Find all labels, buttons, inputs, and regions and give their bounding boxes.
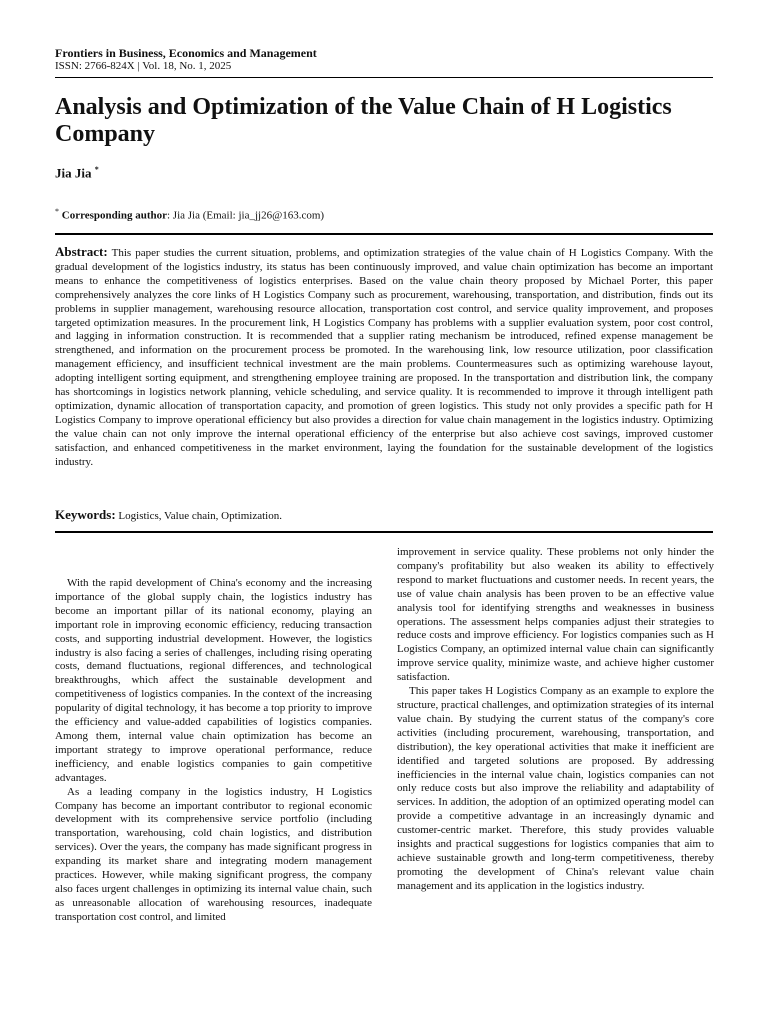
abstract-label: Abstract: xyxy=(55,244,108,259)
keywords-block xyxy=(55,508,282,523)
body-paragraph: This paper takes H Logistics Company as an example to explore the structure, practical challenges, and optimization strategies of its internal value chain. By studying the current status of the company's core activities (including procurement, warehousing, transportation, and distribution), the key operational activities that make it inefficient are identified and targeted solutions are proposed. By addressing inefficiencies in the internal value chain, logistics companies can not only reduce costs but also improve the reliability and adaptability of services. In addition, the adoption of an optimized operating model can provide a competitive advantage in an increasingly dynamic and customer-centric market. Therefore, this study provides valuable insights and practical suggestions for logistics companies that aim to achieve sustainable growth and long-term competitiveness, thereby promoting the development of China's relevant value chain management and its application in the logistics industry. xyxy=(397,685,714,892)
keywords-label: Keywords: xyxy=(55,507,116,522)
journal-name: Frontiers in Business, Economics and Management xyxy=(55,46,317,60)
corresponding-label: Corresponding author xyxy=(61,209,167,222)
header-divider xyxy=(55,77,713,78)
body-paragraph: improvement in service quality. These problems not only hinder the company's profitability but also weaken its ability to effectively respond to market fluctuations and customer needs. In recent years, the use of value chain analysis has been proven to be an effective value analysis tool for identifying strengths and weaknesses in business operations. The assessment helps companies adjust their strategies to reduce costs and improve efficiency. For logistics companies such as H Logistics Company, an optimized internal value chain can significantly improve service quality, minimize waste, and achieve higher customer satisfaction. xyxy=(397,546,714,684)
corresponding-details: : Jia Jia (Email: jia_jj26@163.com) xyxy=(166,209,325,222)
body-column-right xyxy=(397,546,714,894)
keywords-text: Logistics, Value chain, Optimization. xyxy=(118,510,282,522)
body-paragraph: As a leading company in the logistics industry, H Logistics Company has become an important contributor to regional economic development with its comprehensive service portfolio (including transportation, warehousing, cold chain logistics, and distribution services). Over the years, the company has made significant progress in expanding its market share and integrating modern management practices. However, while making significant progress, the company also faces urgent challenges in optimizing its internal value chain, such as unreasonable allocation of warehousing resources, inadequate transportation cost control, and limited xyxy=(55,785,372,923)
abstract-block xyxy=(55,245,713,470)
issn-volume-line: ISSN: 2766-824X | Vol. 18, No. 1, 2025 xyxy=(55,60,232,72)
author-line xyxy=(55,165,99,181)
abstract-top-divider xyxy=(55,233,713,235)
author-name: Jia Jia xyxy=(55,165,92,181)
article-title: Analysis and Optimization of the Value Chain of H Logistics Company xyxy=(55,94,672,147)
body-paragraph: With the rapid development of China's economy and the increasing importance of the global supply chain, the logistics industry has become an important pillar of its national economy, playing an important role in improving economic efficiency, reducing transaction costs, and supporting industrial development. However, the logistics industry is also facing a series of challenges, including rising operating costs, demand fluctuations, regional differences, and technological breakthroughs, which affect the sustainable development and competitiveness of logistics companies. In the context of the increasing popularity of digital technology, it has become a top priority to improve the efficiency and value-added capabilities of logistics companies. Among them, internal value chain optimization has become an important strategy to improve operational performance, reduce inefficiency, and enable logistics companies to gain competitive advantages. xyxy=(55,577,372,784)
corresponding-mark: * xyxy=(55,207,59,216)
abstract-bottom-divider xyxy=(55,531,713,533)
abstract-text: This paper studies the current situation, problems, and optimization strategies of the value chain of H Logistics Company. With the gradual development of the logistics industry, its status has been continuously improved, and value chain optimization has become an important means to enhance the competitiveness of logistics enterprises. Based on the value chain theory proposed by Michael Porter, this paper comprehensively analyzes the core links of H Logistics Company such as procurement, warehousing, transportation, and distribution, finds out its problems in supplier management, warehousing resource allocation, transportation cost control, and service quality improvement, and proposes targeted optimization measures. In the procurement link, H Logistics Company has problems with a supplier evaluation system, poor cost control, and lagging in information construction. It is recommended that a supplier rating mechanism be introduced, refined expense management be strengthened, and information on the procurement process be promoted. In the warehousing link, low resource utilization, poor classification management efficiency, and insufficient technical investment are the main problems. Countermeasures such as optimizing warehouse layout, adopting intelligent sorting equipment, and strengthening employee training are proposed. In the transportation and distribution link, the company has shortcomings in logistics network planning, vehicle scheduling, and service quality. It is recommended to improve it through intelligent path optimization, dynamic allocation of transportation capacity, and promotion of green logistics. This study not only provides a specific path for H Logistics Company to improve operational efficiency but also provides a direction for value chain management in the logistics industry. Optimizing the value chain can not only improve the internal operational efficiency of the enterprise but also achieve cost savings, improved customer satisfaction, and enhanced competitiveness in the market environment, laying the foundation for the sustainable development of the logistics industry. xyxy=(55,247,713,468)
author-footnote-mark: * xyxy=(94,165,99,174)
body-column-left xyxy=(55,577,372,925)
corresponding-author-note xyxy=(55,207,324,222)
